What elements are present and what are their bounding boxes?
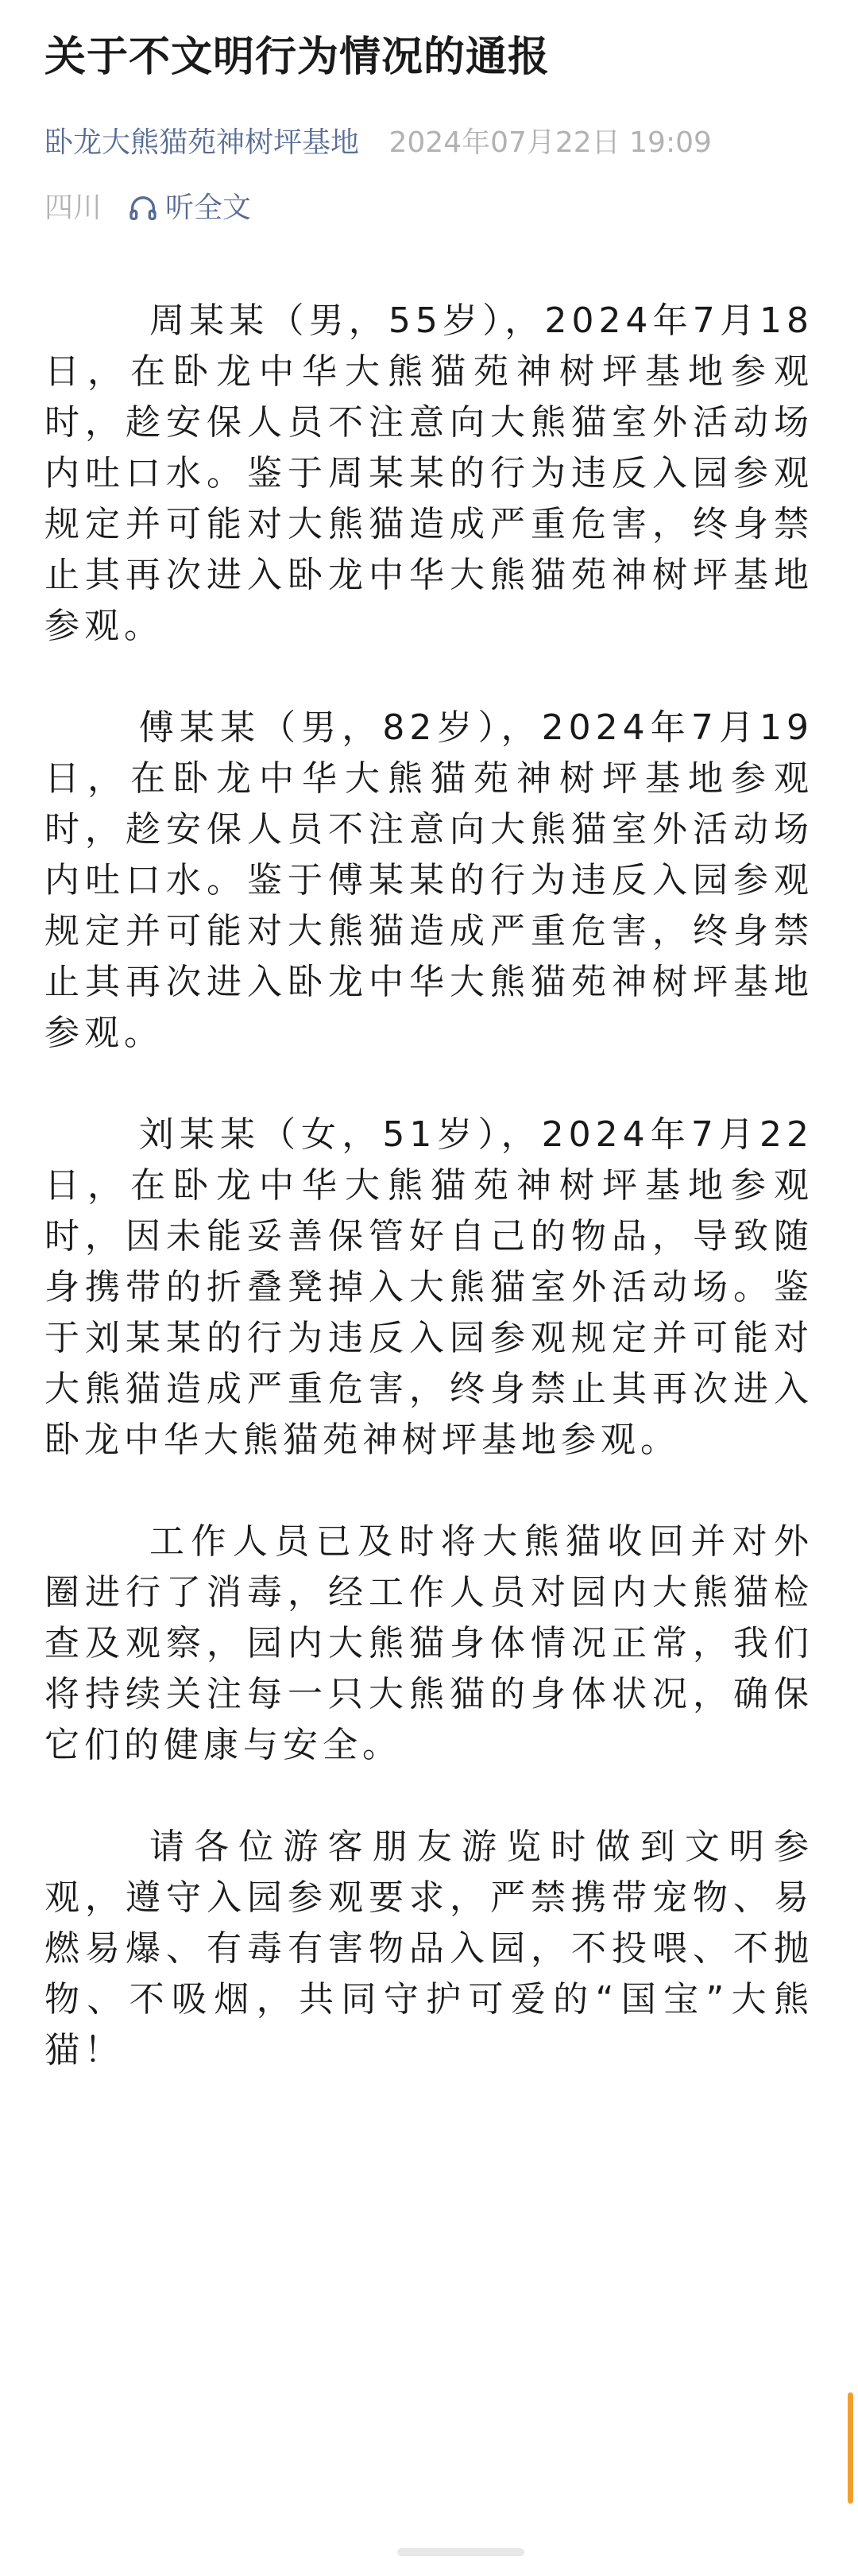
region-label: 四川 [44,192,102,224]
article-paragraph: 请各位游客朋友游览时做到文明参观，遵守入园参观要求，严禁携带宠物、易燃易爆、有毒有害物品入园，不投喂、不抛物、不吸烟，共同守护可爱的“国宝”大熊猫！ [44,1826,814,2070]
article-paragraph: 周某某（男，55岁），2024年7月18日，在卧龙中华大熊猫苑神树坪基地参观时，趁安保人员不注意向大熊猫室外活动场内吐口水。鉴于周某某的行为违反入园参观规定并可能对大熊猫造成严重危害，终身禁止其再次进入卧龙中华大熊猫苑神树坪基地参观。 [44,300,814,646]
article-meta-secondary [44,184,251,232]
home-indicator-bar [397,2548,524,2556]
article-paragraph: 刘某某（女，51岁），2024年7月22日，在卧龙中华大熊猫苑神树坪基地参观时，因未能妥善保管好自己的物品，导致随身携带的折叠凳掉入大熊猫室外活动场。鉴于刘某某的行为违反入园参观规定并可能对大熊猫造成严重危害，终身禁止其再次进入卧龙中华大熊猫苑神树坪基地参观。 [44,1114,814,1460]
listen-full-button[interactable] [127,184,251,232]
scroll-indicator[interactable] [848,2392,853,2504]
article-meta [44,119,712,167]
article-title: 关于不文明行为情况的通报 [44,33,551,81]
article-paragraph: 工作人员已及时将大熊猫收回并对外圈进行了消毒，经工作人员对园内大熊猫检查及观察，园内大熊猫身体情况正常，我们将持续关注每一只大熊猫的身体状况，确保它们的健康与安全。 [44,1521,814,1765]
listen-full-label: 听全文 [165,192,252,224]
publish-time: 2024年07月22日 19:09 [388,126,712,159]
account-name-link[interactable]: 卧龙大熊猫苑神树坪基地 [44,126,360,159]
article-body [44,296,814,2127]
headphones-icon [127,192,159,224]
article-paragraph: 傅某某（男，82岁），2024年7月19日，在卧龙中华大熊猫苑神树坪基地参观时，趁安保人员不注意向大熊猫室外活动场内吐口水。鉴于傅某某的行为违反入园参观规定并可能对大熊猫造成严重危害，终身禁止其再次进入卧龙中华大熊猫苑神树坪基地参观。 [44,707,814,1053]
